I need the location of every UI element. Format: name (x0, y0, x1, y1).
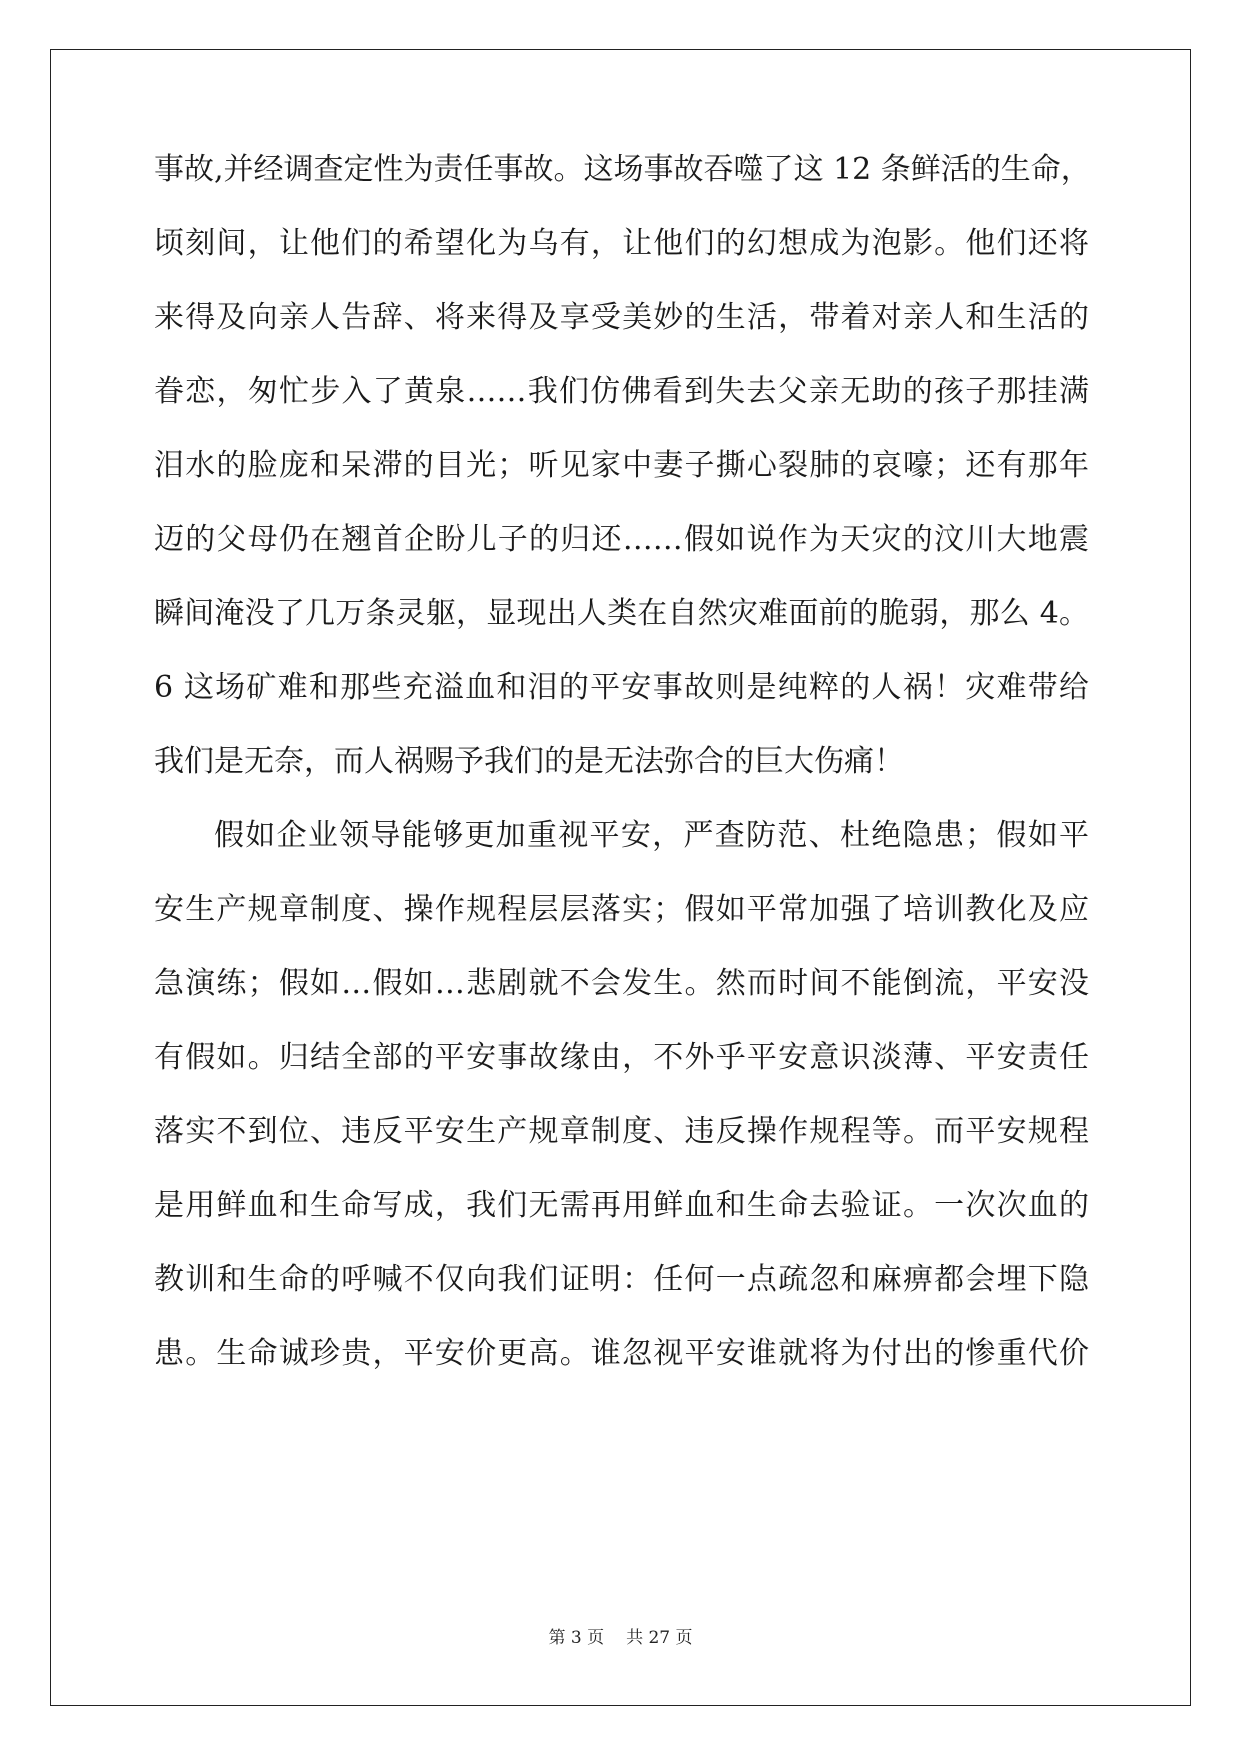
text-line: 落实不到位、违反平安生产规章制度、违反操作规程等。而平安规程 (154, 1114, 1089, 1149)
text-line: 来得及向亲人告辞、将来得及享受美妙的生活，带着对亲人和生活的 (154, 300, 1089, 335)
page-footer (0, 1627, 1241, 1649)
text-line: 急演练；假如…假如…悲剧就不会发生。然而时间不能倒流，平安没 (154, 966, 1089, 1001)
text-line: 瞬间淹没了几万条灵躯，显现出人类在自然灾难面前的脆弱，那么 4。 (154, 596, 1089, 631)
text-line: 假如企业领导能够更加重视平安，严查防范、杜绝隐患；假如平 (214, 818, 1089, 853)
page-number: 第 3 页 (548, 1628, 605, 1648)
text-line: 6 这场矿难和那些充溢血和泪的平安事故则是纯粹的人祸！灾难带给 (154, 670, 1089, 705)
text-line: 事故,并经调查定性为责任事故。这场事故吞噬了这 12 条鲜活的生命， (154, 152, 1091, 187)
text-line: 泪水的脸庞和呆滞的目光；听见家中妻子撕心裂肺的哀嚎；还有那年 (154, 448, 1089, 483)
text-line: 患。生命诚珍贵，平安价更高。谁忽视平安谁就将为付出的惨重代价 (154, 1336, 1089, 1371)
text-line: 是用鲜血和生命写成，我们无需再用鲜血和生命去验证。一次次血的 (154, 1188, 1089, 1223)
text-line: 迈的父母仍在翘首企盼儿子的归还……假如说作为天灾的汶川大地震 (154, 522, 1089, 557)
text-line: 有假如。归结全部的平安事故缘由，不外乎平安意识淡薄、平安责任 (154, 1040, 1089, 1075)
total-pages: 共 27 页 (626, 1628, 693, 1648)
text-line: 教训和生命的呼喊不仅向我们证明：任何一点疏忽和麻痹都会埋下隐 (154, 1262, 1089, 1297)
text-line: 眷恋，匆忙步入了黄泉……我们仿佛看到失去父亲无助的孩子那挂满 (154, 374, 1089, 409)
text-line: 安生产规章制度、操作规程层层落实；假如平常加强了培训教化及应 (154, 892, 1089, 927)
text-line: 顷刻间，让他们的希望化为乌有，让他们的幻想成为泡影。他们还将 (154, 226, 1089, 261)
text-line: 我们是无奈，而人祸赐予我们的是无法弥合的巨大伤痛！ (154, 744, 904, 779)
